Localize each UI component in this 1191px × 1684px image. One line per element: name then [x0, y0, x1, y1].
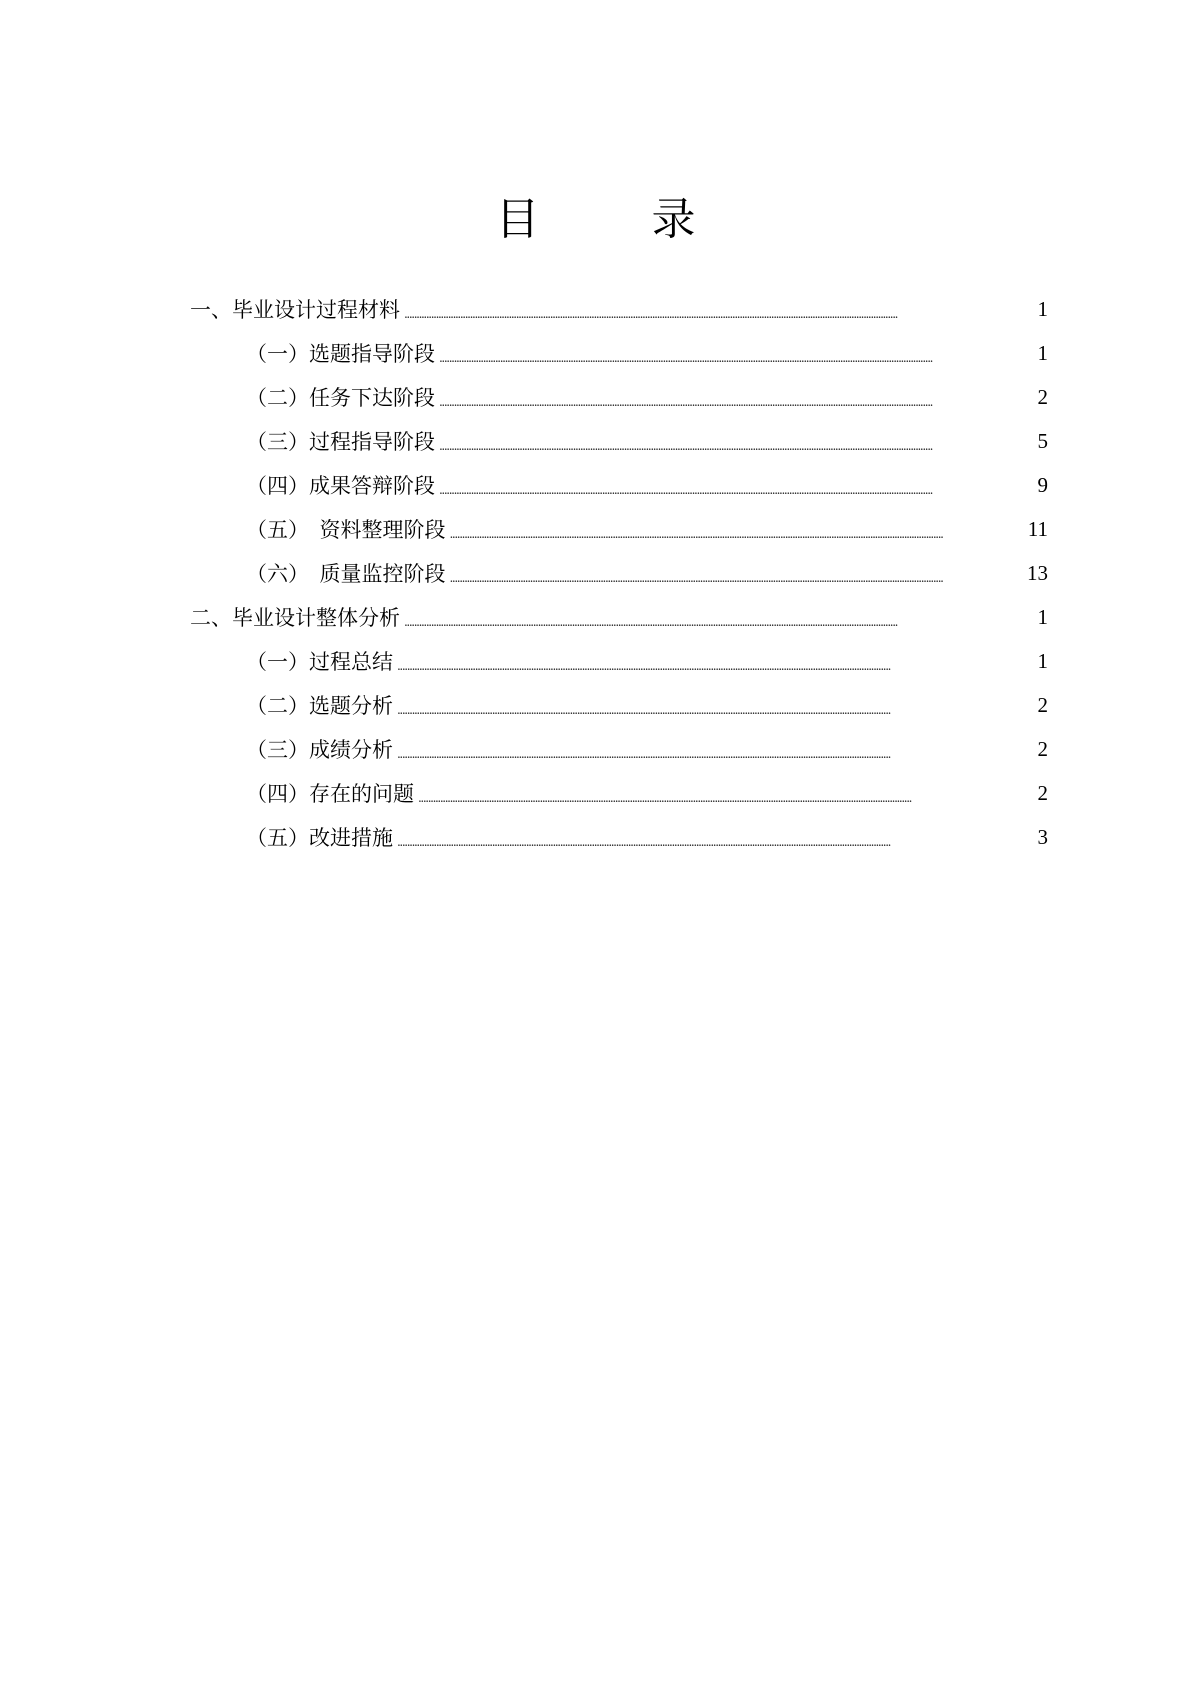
toc-entry-label: （六） 质量监控阶段 — [246, 562, 446, 586]
toc-entry[interactable] — [190, 815, 1048, 859]
toc-entry-label: （二）任务下达阶段 — [246, 386, 435, 410]
toc-entry-page: 1 — [1037, 296, 1048, 321]
toc-dot-leader — [404, 299, 1036, 323]
toc-entry[interactable] — [190, 639, 1048, 683]
table-of-contents — [190, 287, 1048, 859]
toc-entry-label: （五）改进措施 — [246, 826, 393, 850]
toc-dot-leader — [439, 475, 1036, 499]
page-title: 目 录 — [495, 194, 730, 245]
toc-entry-page: 2 — [1037, 780, 1048, 805]
toc-entry[interactable] — [190, 331, 1048, 375]
toc-entry-page: 3 — [1037, 824, 1048, 849]
toc-entry-label: （一）过程总结 — [246, 650, 393, 674]
toc-dot-leader — [439, 343, 1036, 367]
toc-dot-leader — [397, 827, 1036, 851]
toc-entry-label: （三）过程指导阶段 — [246, 430, 435, 454]
toc-entry-page: 2 — [1037, 692, 1048, 717]
toc-entry[interactable] — [190, 727, 1048, 771]
toc-entry-page: 2 — [1037, 736, 1048, 761]
toc-entry[interactable] — [190, 419, 1048, 463]
toc-entry-label: （一）选题指导阶段 — [246, 342, 435, 366]
toc-entry-label: （四）成果答辩阶段 — [246, 474, 435, 498]
toc-dot-leader — [397, 651, 1036, 675]
toc-dot-leader — [418, 783, 1036, 807]
toc-entry-label: 一、毕业设计过程材料 — [190, 298, 400, 322]
toc-dot-leader — [397, 695, 1036, 719]
toc-entry-label: 二、毕业设计整体分析 — [190, 606, 400, 630]
toc-entry[interactable] — [190, 375, 1048, 419]
toc-entry-page: 11 — [1027, 516, 1048, 541]
toc-dot-leader — [397, 739, 1036, 763]
toc-dot-leader — [439, 387, 1036, 411]
toc-entry-label: （三）成绩分析 — [246, 738, 393, 762]
toc-entry-page: 5 — [1037, 428, 1048, 453]
toc-entry-page: 2 — [1037, 384, 1048, 409]
toc-entry[interactable] — [190, 683, 1048, 727]
toc-entry[interactable] — [190, 771, 1048, 815]
toc-entry-page: 9 — [1037, 472, 1048, 497]
toc-dot-leader — [450, 563, 1026, 587]
toc-entry-page: 1 — [1037, 648, 1048, 673]
toc-dot-leader — [439, 431, 1036, 455]
toc-dot-leader — [450, 519, 1026, 543]
toc-entry-page: 1 — [1037, 604, 1048, 629]
toc-entry[interactable] — [190, 463, 1048, 507]
toc-entry[interactable] — [190, 287, 1048, 331]
toc-entry-page: 13 — [1027, 560, 1048, 585]
toc-entry-label: （四）存在的问题 — [246, 782, 414, 806]
toc-entry[interactable] — [190, 551, 1048, 595]
toc-entry-page: 1 — [1037, 340, 1048, 365]
toc-entry-label: （二）选题分析 — [246, 694, 393, 718]
toc-entry[interactable] — [190, 507, 1048, 551]
toc-entry-label: （五） 资料整理阶段 — [246, 518, 446, 542]
toc-entry[interactable] — [190, 595, 1048, 639]
toc-dot-leader — [404, 607, 1036, 631]
